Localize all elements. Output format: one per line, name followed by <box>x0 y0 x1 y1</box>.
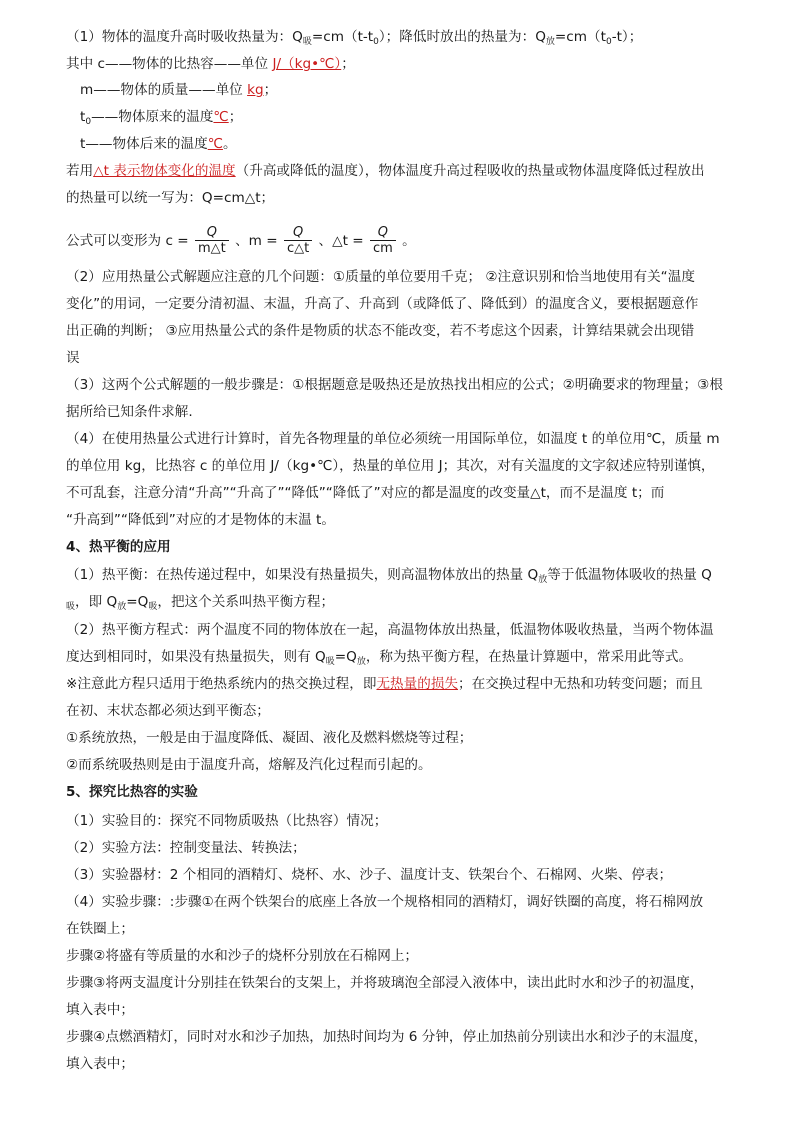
section-heading-thermal-equilibrium: 4、热平衡的应用 <box>66 539 171 555</box>
final-temp-definition: t——物体后来的温度℃。 <box>80 136 237 152</box>
unit-mass: kg <box>247 82 264 98</box>
experiment-step3-line1: 步骤③将两支温度计分别挂在铁架台的支架上，并将玻璃泡全部浸入液体中，读出此时水和沙子的初温度， <box>66 975 704 991</box>
notes-paragraph-line: 变化”的用词，一定要分清初温、末温，升高了、升高到（或降低了、降低到）的温度含义，要根据题意作 <box>66 296 699 312</box>
steps-paragraph-line: 据所给已知条件求解. <box>66 404 193 420</box>
experiment-step2: 步骤②将盛有等质量的水和沙子的烧杯分别放在石棉网上； <box>66 948 419 964</box>
experiment-equipment: （3）实验器材：2 个相同的酒精灯、烧杯、水、沙子、温度计支、铁架台个、石棉网、火柴、停表； <box>66 867 673 883</box>
list-item: ②而系统吸热则是由于温度升高，熔解及汽化过程而引起的。 <box>66 757 432 773</box>
notes-paragraph-line: （2）应用热量公式解题应注意的几个问题：①质量的单位要用千克； ②注意识别和恰当地使用有关“温度 <box>66 269 695 285</box>
notes-paragraph-line: 出正确的判断； ③应用热量公式的条件是物质的状态不能改变，若不考虑这个因素，计算结果就会出现错 <box>66 323 695 339</box>
no-heat-loss-highlight: 无热量的损失 <box>376 676 459 692</box>
fraction-delta-t: $\frac{Q}{cm}$ <box>370 225 396 257</box>
formula-variants: 公式可以变形为 c = $\frac{Q}{m\triangle t}$ 、m = $\frac{Q}{c\triangle t}$ 、△t = $\frac{Q}{cm}$ 。 <box>66 225 416 256</box>
notes-paragraph-line: 误 <box>66 350 80 366</box>
specific-heat-definition: 其中 c——物体的比热容——单位 J/（kg•℃）； <box>66 56 355 72</box>
experiment-step3-line2: 填入表中； <box>66 1002 134 1018</box>
units-paragraph-line: “升高到”“降低到”对应的才是物体的末温 t。 <box>66 512 335 528</box>
experiment-step4-line1: 步骤④点燃酒精灯，同时对水和沙子加热，加热时间均为 6 分钟，停止加热前分别读出水和沙子的末温度， <box>66 1029 708 1045</box>
initial-temp-definition: $t_0——$物体原来的温度℃； <box>80 109 243 127</box>
units-paragraph-line: 不可乱套，注意分清“升高”“升高了”“降低”“降低了”对应的都是温度的改变量△t，而不是温度 t；而 <box>66 485 665 501</box>
steps-paragraph-line: （3）这两个公式解题的一般步骤是：①根据题意是吸热还是放热找出相应的公式；②明确要求的物理量；③根 <box>66 377 723 393</box>
unit-temperature-2: ℃ <box>207 136 223 152</box>
unit-specific-heat: J/（kg•℃） <box>272 56 342 72</box>
heat-formula-line: （1）物体的温度升高时吸收热量为：$Q_吸=cm(t-t_0)$；降低时放出的热量为：$Q_放=cm(t_0-t)$； <box>66 29 643 47</box>
experiment-step1-line1: （4）实验步骤：:步骤①在两个铁架台的底座上各放一个规格相同的酒精灯，调好铁圈的高度，将石棉网放 <box>66 894 704 910</box>
experiment-step1-line2: 在铁圈上； <box>66 921 134 937</box>
units-paragraph-line: 的单位用 kg，比热容 c 的单位用 J/（kg•℃），热量的单位用 J；其次，对有关温度的文字叙述应特别谨慎， <box>66 458 715 474</box>
delta-t-highlight: △t 表示物体变化的温度 <box>93 163 236 179</box>
experiment-method: （2）实验方法：控制变量法、转换法； <box>66 840 306 856</box>
delta-t-paragraph-line1: 若用△t 表示物体变化的温度（升高或降低的温度），物体温度升高过程吸收的热量或物体温度降低过程放出 <box>66 163 705 179</box>
fraction-m: $\frac{Q}{c\triangle t}$ <box>284 225 312 257</box>
thermal-equilibrium-line2: $_吸$，即 $Q_放=Q_吸$，把这个关系叫热平衡方程； <box>66 594 335 612</box>
delta-t-paragraph-line2: 的热量可以统一写为：Q=cm△t； <box>66 190 275 206</box>
mass-definition: m——物体的质量——单位 kg； <box>80 82 278 98</box>
equation-line1: （2）热平衡方程式：两个温度不同的物体放在一起，高温物体放出热量，低温物体吸收热量，当两个物体温 <box>66 622 714 638</box>
thermal-equilibrium-line1: （1）热平衡：在热传递过程中，如果没有热量损失，则高温物体放出的热量 $Q_放$等于低温物体吸收的热量 Q <box>66 567 712 585</box>
unit-temperature: ℃ <box>213 109 229 125</box>
fraction-c: $\frac{Q}{m\triangle t}$ <box>195 225 229 257</box>
section-heading-specific-heat-experiment: 5、探究比热容的实验 <box>66 784 198 800</box>
list-item: ①系统放热，一般是由于温度降低、凝固、液化及燃料燃烧等过程； <box>66 730 473 746</box>
units-paragraph-line: （4）在使用热量公式进行计算时，首先各物理量的单位必须统一用国际单位，如温度 t 的单位用℃，质量 m <box>66 431 720 447</box>
note-line1: ※注意此方程只适用于绝热系统内的热交换过程，即无热量的损失；在交换过程中无热和功转变问题；而且 <box>66 676 703 692</box>
equation-line2: 度达到相同时，如果没有热量损失，则有 $Q_吸=Q_放$，称为热平衡方程，在热量计算题中，常采用此等式。 <box>66 649 693 667</box>
experiment-purpose: （1）实验目的：探究不同物质吸热（比热容）情况； <box>66 813 388 829</box>
experiment-step4-line2: 填入表中； <box>66 1056 134 1072</box>
note-line2: 在初、末状态都必须达到平衡态； <box>66 703 270 719</box>
